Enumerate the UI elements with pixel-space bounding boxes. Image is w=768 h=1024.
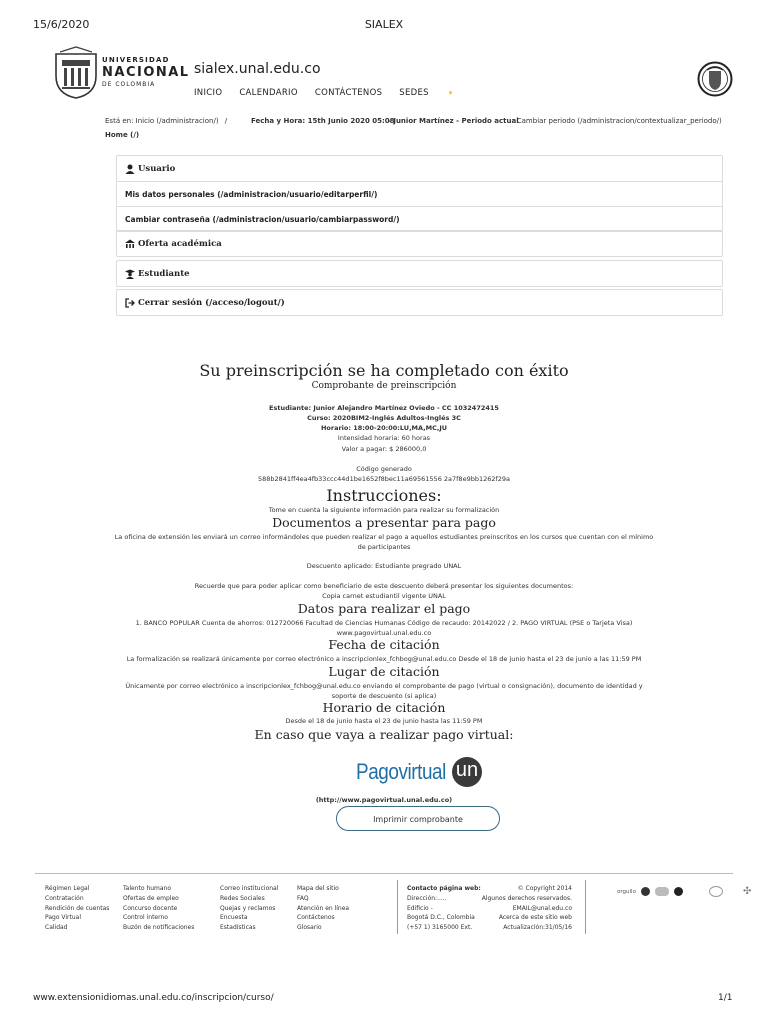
recuerde-text: Recuerde que para poder aplicar como beneficiario de este descuento deberá presentar los siguientes documentos:: [194, 582, 574, 590]
footer-link[interactable]: Régimen Legal: [45, 885, 90, 892]
estudiante-panel: [116, 260, 723, 287]
lugar-citacion-text-1: Únicamente por correo electrónico a inscripcionlex_fchbog@unal.edu.co enviando el comprobante de pago (virtual o consignación), documento de identidad y: [125, 682, 643, 690]
footer-link[interactable]: Contáctenos: [297, 914, 335, 922]
footer-col-3: [220, 884, 278, 933]
fecha-citacion-text: La formalización se realizará únicamente por correo electrónico a inscripcionlex_fchbog@unal.edu.co Desde el 18 de junio hasta el 23 de junio a las 11:59 PM: [126, 655, 642, 663]
estudiante-label: Estudiante: [138, 268, 190, 279]
main-nav: [194, 88, 487, 98]
change-period-link[interactable]: - Cambiar periodo (/administracion/contextualizar_periodo/): [512, 117, 722, 125]
footer-contact: [407, 884, 481, 933]
footer-copyright: [474, 884, 572, 933]
datos-pago-title: Datos para realizar el pago: [297, 601, 471, 616]
estudiante-text: Estudiante: Junior Alejandro Martínez Oviedo - CC 1032472415: [269, 404, 499, 412]
usuario-heading[interactable]: [117, 156, 722, 181]
footer-link[interactable]: Redes Sociales: [220, 894, 265, 902]
intensidad-text: Intensidad horaria: 60 horas: [337, 434, 431, 442]
print-date: 15/6/2020: [33, 18, 90, 31]
graduate-icon: [125, 269, 135, 279]
pago-virtual-wordmark: Pagovirtual: [356, 759, 446, 784]
un-logo-icon[interactable]: [674, 887, 683, 896]
update-date: Actualización:31/05/16: [503, 924, 572, 932]
footer-link[interactable]: Estadísticas: [220, 924, 256, 932]
footer-link[interactable]: Glosario: [297, 924, 322, 932]
footer-link[interactable]: Talento humano: [123, 885, 172, 892]
footer-link[interactable]: Calidad: [45, 924, 68, 932]
breadcrumb-prefix: Está en:: [105, 117, 134, 125]
print-url: www.extensionidiomas.unal.edu.co/inscripcion/curso/: [33, 993, 274, 1003]
lugar-citacion-title: Lugar de citación: [328, 664, 440, 679]
contact-line: Bogotá D.C., Colombia: [407, 914, 475, 922]
datetime-text: Fecha y Hora: 15th Junio 2020 05:08: [251, 117, 395, 125]
copia-text: Copia carnet estudiantil vigente UNAL: [322, 592, 446, 600]
oferta-panel: [116, 230, 723, 257]
copyright-line: Algunos derechos reservados.: [481, 894, 572, 902]
lugar-citacion-text-2: soporte de descuento (si aplica): [331, 692, 437, 700]
success-title: Su preinscripción se ha completado con éxito: [199, 361, 569, 380]
university-name[interactable]: [102, 57, 190, 88]
documentos-text-2: de participantes: [357, 543, 411, 551]
instrucciones-title: Instrucciones:: [326, 486, 442, 505]
datos-pago-text-1: 1. BANCO POPULAR Cuenta de ahorros: 012720066 Facultad de Ciencias Humanas Código de recaudo: 20142022 / 2. PAGO VIRTUAL (PSE o Tarjeta Visa): [135, 619, 633, 627]
contact-line: Dirección:.....: [407, 894, 447, 902]
horario-citacion-text: Desde el 18 de junio hasta el 23 de junio hasta las 11:59 PM: [285, 717, 483, 725]
footer-link[interactable]: Concurso docente: [123, 904, 178, 912]
copyright-email-link[interactable]: EMAIL@unal.edu.co: [512, 904, 572, 912]
nav-contactenos[interactable]: CONTÁCTENOS: [314, 88, 383, 98]
footer-link[interactable]: FAQ: [297, 894, 309, 902]
imprimir-comprobante-button[interactable]: Imprimir comprobante: [336, 806, 500, 831]
valor-text: Valor a pagar: $ 286000,0: [341, 445, 427, 453]
footer-col-1: [45, 884, 109, 933]
brand-line2: NACIONAL: [102, 65, 190, 80]
footer-link[interactable]: Ofertas de empleo: [123, 894, 179, 902]
contact-line: Edificio -: [407, 904, 433, 912]
footer-link[interactable]: Mapa del sitio: [297, 885, 339, 892]
descuento-text: Descuento aplicado: Estudiante pregrado UNAL: [306, 562, 462, 570]
user-icon: [125, 164, 135, 174]
breadcrumb: [105, 117, 231, 125]
site-name[interactable]: sialex.unal.edu.co: [194, 61, 321, 77]
nav-sedes[interactable]: [399, 88, 469, 98]
footer-logos: [617, 886, 751, 897]
gov-logo-icon[interactable]: [709, 886, 723, 897]
footer-link[interactable]: Correo institucional: [220, 885, 279, 892]
copyright-text: © Copyright 2014: [517, 885, 572, 892]
orgullo-logo-icon[interactable]: [641, 887, 650, 896]
print-page-number: 1/1: [718, 993, 733, 1003]
cerrar-panel: [116, 289, 723, 316]
brand-line1: UNIVERSIDAD: [102, 56, 170, 64]
footer-link[interactable]: Buzón de notificaciones: [123, 924, 195, 932]
fecha-citacion-title: Fecha de citación: [328, 637, 440, 652]
usuario-label: Usuario: [138, 163, 176, 174]
footer-link[interactable]: Encuesta: [220, 914, 248, 922]
footer-col-4: [297, 884, 349, 933]
footer-col-2: [123, 884, 194, 933]
horario-text: Horario: 18:00-20:00:LU,MA,MC,JU: [320, 424, 448, 432]
pago-virtual-logo[interactable]: [356, 752, 482, 792]
institution-icon: [125, 239, 135, 249]
footer-vertical-divider: [397, 880, 398, 934]
mis-datos-link[interactable]: Mis datos personales (/administracion/usuario/editarperfil/): [117, 181, 722, 206]
usuario-panel: [116, 155, 723, 232]
chevron-down-icon: ▾: [448, 89, 453, 97]
oferta-label: Oferta académica: [138, 238, 222, 249]
colombia-shield-icon: [697, 61, 733, 97]
footer-link[interactable]: Pago Virtual: [45, 914, 82, 922]
footer-link[interactable]: Control interno: [123, 914, 168, 922]
horario-citacion-title: Horario de citación: [322, 700, 446, 715]
brand-line3: DE COLOMBIA: [102, 81, 156, 88]
contact-line: (+57 1) 3165000 Ext.: [407, 924, 473, 932]
documentos-text-1: La oficina de extensión les enviará un correo informándoles que pueden realizar el pago a aquellos estudiantes preinscritos en los cursos que cuentan con el mínimo: [114, 533, 654, 541]
footer-vertical-divider-2: [585, 880, 586, 934]
instrucciones-text: Tome en cuenta la siguiente información para realizar su formalización: [268, 506, 500, 514]
nav-sedes-label: SEDES: [399, 88, 429, 98]
cambiar-contrasena-link[interactable]: Cambiar contraseña (/administracion/usuario/cambiarpassword/): [117, 206, 722, 231]
pago-virtual-link[interactable]: (http://www.pagovirtual.unal.edu.co): [315, 796, 453, 804]
breadcrumb-sep: /: [224, 117, 228, 125]
contact-heading: Contacto página web:: [407, 885, 481, 892]
un-badge-icon: un: [452, 757, 482, 787]
codigo-label: Código generado: [356, 465, 412, 473]
user-period-text: - Junior Martínez - Periodo actual: [388, 117, 519, 125]
about-site-link[interactable]: Acerca de este sitio web: [498, 914, 572, 922]
footer-link[interactable]: Contratación: [45, 894, 84, 902]
receipt-subtitle: Comprobante de preinscripción: [311, 381, 457, 391]
nav-inicio[interactable]: INICIO: [194, 88, 223, 98]
orgullo-text[interactable]: orgullo: [617, 888, 636, 895]
cerrar-label: Cerrar sesión (/acceso/logout/): [138, 297, 285, 308]
university-crest-icon[interactable]: [52, 46, 100, 100]
accessibility-icon[interactable]: ✣: [742, 886, 752, 897]
footer-divider: [35, 873, 733, 874]
oferta-academica-heading[interactable]: [117, 231, 722, 256]
print-title: SIALEX: [364, 18, 404, 31]
curso-text: Curso: 2020BIM2-Inglés Adultos-Inglés 3C: [307, 414, 461, 422]
home-link[interactable]: Home (/): [105, 131, 140, 139]
partner-logo-icon[interactable]: [655, 887, 669, 896]
footer-link[interactable]: Rendición de cuentas: [45, 904, 110, 912]
documentos-title: Documentos a presentar para pago: [272, 515, 496, 530]
estudiante-heading[interactable]: [117, 261, 722, 286]
cerrar-sesion-link[interactable]: [117, 290, 722, 315]
pago-virtual-title: En caso que vaya a realizar pago virtual:: [254, 727, 514, 742]
codigo-value: 588b2841ff4ea4fb33ccc44d1be1652f8bec11a69561556 2a7f8e9bb1262f29a: [257, 475, 511, 483]
footer-link[interactable]: Atención en línea: [297, 904, 350, 912]
datos-pago-text-2: www.pagovirtual.unal.edu.co: [336, 629, 432, 637]
breadcrumb-inicio-link[interactable]: Inicio (/administracion/): [135, 117, 219, 125]
sign-out-icon: [125, 298, 135, 308]
nav-calendario[interactable]: CALENDARIO: [239, 88, 298, 98]
footer-link[interactable]: Quejas y reclamos: [220, 904, 276, 912]
